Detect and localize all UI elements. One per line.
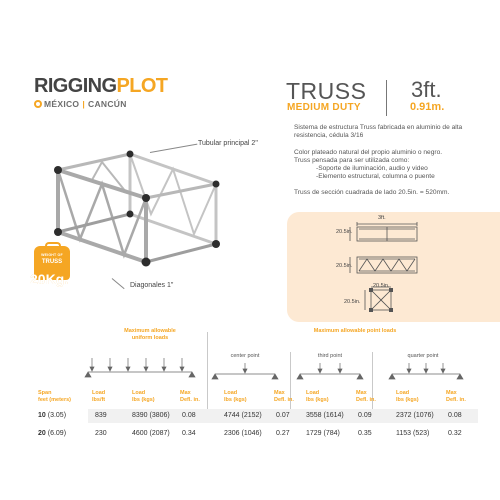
dimension-diagram [287, 212, 500, 322]
description-item: -Elemento estructural, columna o puente [316, 173, 435, 180]
page-title: TRUSS [286, 78, 367, 104]
cell-third-load: 3558 (1614) [306, 412, 344, 419]
col-uniform-defl: Max Defl. in. [180, 390, 200, 403]
cell-quarter-defl: 0.08 [448, 412, 462, 419]
col-span-header: Span feet (meters) [38, 390, 72, 403]
point-type-center: center point [230, 353, 260, 359]
cell-center-defl: 0.27 [276, 430, 290, 437]
dim-side-4: 20.5in. [344, 299, 361, 305]
col-uniform-load-lbft: Load lbs/ft [92, 390, 106, 403]
size-feet: 3ft. [411, 77, 442, 102]
weight-value: 20Kg. [30, 271, 69, 287]
col-third-load: Load lbs (kgs) [306, 390, 329, 403]
point-type-quarter: quarter point [407, 353, 439, 359]
uniform-loads-title: Maximum allowable uniform loads [124, 328, 176, 341]
cell-quarter-load: 2372 (1076) [396, 412, 434, 419]
cell-span: 20 (6.09) [38, 430, 67, 437]
weight-badge [22, 246, 78, 292]
cell-quarter-load: 1153 (523) [396, 430, 430, 437]
point-loads-title: Maximum allowable point loads [313, 328, 397, 334]
point-load-diagrams [210, 360, 480, 380]
label-diagonals: Diagonales 1" [130, 282, 174, 289]
brand-location [34, 99, 127, 109]
cell-third-defl: 0.35 [358, 430, 372, 437]
brand-location-2: CANCÚN [88, 99, 127, 109]
cell-uniform-lbs: 4600 (2087) [132, 430, 170, 437]
cell-uniform-defl: 0.08 [182, 412, 196, 419]
dim-side-2: 20.5in. [336, 263, 353, 269]
description-para3: Truss pensada para ser utilizada como: [294, 157, 410, 164]
header-divider [386, 80, 387, 116]
uniform-load-diagram [80, 352, 200, 378]
col-center-defl: Max Defl. in. [274, 390, 294, 403]
cell-uniform-defl: 0.34 [182, 430, 196, 437]
cell-center-load: 2306 (1046) [224, 430, 262, 437]
dim-top-length: 3ft. [378, 215, 386, 221]
col-third-defl: Max Defl. in. [356, 390, 376, 403]
cell-third-load: 1729 (784) [306, 430, 340, 437]
cell-quarter-defl: 0.32 [448, 430, 462, 437]
column-divider [207, 332, 208, 412]
label-main-tube: Tubular principal 2" [198, 140, 258, 147]
col-quarter-load: Load lbs (kgs) [396, 390, 419, 403]
size-meters: 0.91m. [410, 101, 445, 113]
col-center-load: Load lbs (kgs) [224, 390, 247, 403]
brand-location-1: MÉXICO [44, 99, 80, 109]
location-icon [34, 100, 42, 108]
description-para4: Truss de sección cuadrada de lado 20.5in. = 520mm. [294, 189, 450, 196]
description-item: -Soporte de iluminación, audio y video [316, 165, 428, 172]
col-uniform-load-lbs: Load lbs (kgs) [132, 390, 155, 403]
dim-side-3: 20.5in. [373, 283, 390, 289]
cell-uniform-lbs: 8390 (3806) [132, 412, 170, 419]
brand-name-orange: PLOT [116, 75, 168, 97]
description-para1: Sistema de estructura Truss fabricada en aluminio de alta resistencia, cédula 3/16 [294, 124, 463, 140]
point-type-third: third point [317, 353, 343, 359]
brand-name-dark: RIGGING [34, 75, 117, 97]
cell-center-defl: 0.07 [276, 412, 290, 419]
description-para2: Color plateado natural del propio aluminio o negro. [294, 149, 443, 156]
brand-location-sep: | [82, 99, 86, 109]
brand-logo [34, 76, 167, 96]
cell-uniform-lbft: 839 [95, 412, 107, 419]
weight-badge-caption: WEIGHT OF [41, 253, 63, 257]
dim-side-1: 20.5in. [336, 229, 353, 235]
cell-third-defl: 0.09 [358, 412, 372, 419]
cell-span: 10 (3.05) [38, 412, 67, 419]
col-quarter-defl: Max Defl. in. [446, 390, 466, 403]
page-subtitle: MEDIUM DUTY [287, 102, 361, 113]
weight-badge-truss: TRUSS [41, 259, 63, 265]
cell-uniform-lbft: 230 [95, 430, 107, 437]
cell-center-load: 4744 (2152) [224, 412, 262, 419]
